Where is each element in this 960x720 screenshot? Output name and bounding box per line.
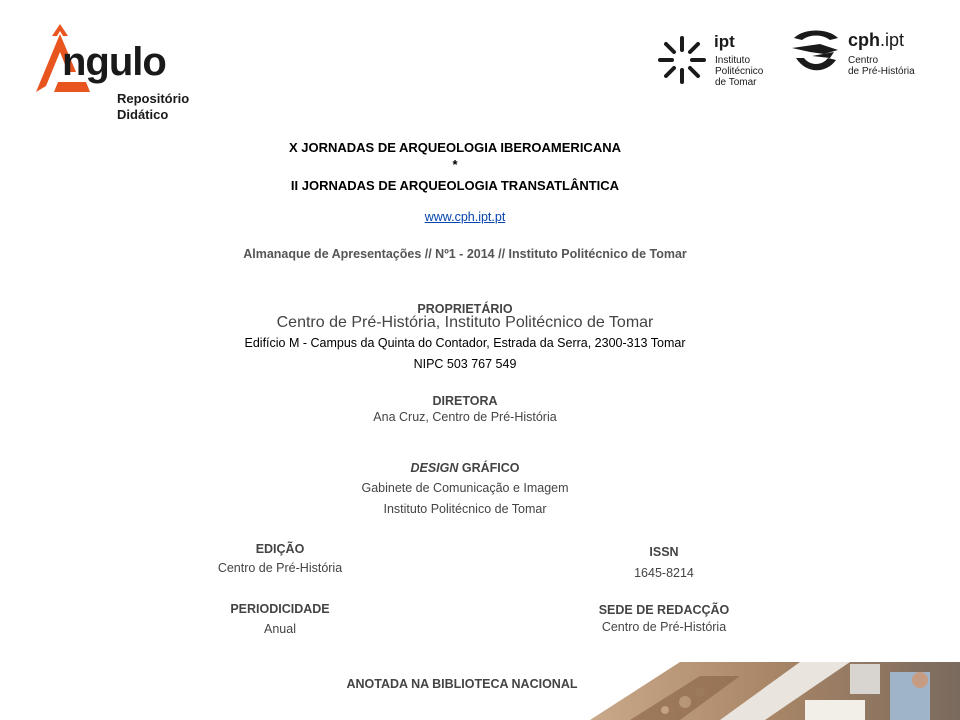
- ipt-line-3: de Tomar: [715, 77, 757, 88]
- owner-name: Centro de Pré-História, Instituto Politécnico de Tomar: [276, 314, 654, 331]
- owner-label: PROPRIETÁRIO: [417, 302, 513, 316]
- title-star: *: [452, 157, 458, 172]
- design-label: [0, 461, 930, 475]
- website-link[interactable]: www.cph.ipt.pt: [424, 210, 506, 224]
- director-value: Ana Cruz, Centro de Pré-História: [373, 410, 557, 424]
- design-label-italic: DESIGN: [410, 461, 459, 475]
- ipt-wordmark: ipt: [714, 32, 735, 51]
- owner-nipc: NIPC 503 767 549: [413, 357, 517, 371]
- owner-address: Edifício M - Campus da Quinta do Contador, Estrada da Serra, 2300-313 Tomar: [244, 336, 686, 350]
- website-link-wrap: [0, 210, 930, 224]
- design-line-1: Gabinete de Comunicação e Imagem: [361, 481, 569, 495]
- cph-line-1: Centro: [848, 55, 879, 66]
- director-label: DIRETORA: [432, 394, 498, 408]
- ipt-emblem-icon: [656, 34, 708, 86]
- design-label-rest: GRÁFICO: [458, 461, 520, 475]
- cph-wordmark-bold: cph: [848, 30, 881, 50]
- excavation-photo: [590, 662, 960, 720]
- ipt-line-2: Politécnico: [715, 66, 764, 77]
- title-line-1: X JORNADAS DE ARQUEOLOGIA IBEROAMERICANA: [288, 140, 621, 155]
- edition-value: Centro de Pré-História: [217, 561, 343, 575]
- cph-emblem-icon: [790, 28, 842, 78]
- angulo-wordmark: ngulo: [62, 40, 166, 84]
- cph-wordmark: [848, 30, 904, 51]
- cph-wordmark-rest: .ipt: [880, 30, 905, 50]
- office-label: SEDE DE REDACÇÃO: [598, 603, 730, 617]
- ipt-line-1: Instituto: [715, 55, 751, 66]
- issn-label: ISSN: [649, 545, 679, 559]
- issn-value: 1645-8214: [634, 566, 694, 580]
- title-line-2: II JORNADAS DE ARQUEOLOGIA TRANSATLÂNTICA: [290, 178, 620, 193]
- office-value: Centro de Pré-História: [601, 620, 727, 634]
- angulo-subtitle-1: Repositório: [117, 91, 190, 106]
- angulo-subtitle-2: Didático: [117, 107, 169, 122]
- periodicity-value: Anual: [264, 622, 296, 636]
- periodicity-label: PERIODICIDADE: [230, 602, 330, 616]
- design-line-2: Instituto Politécnico de Tomar: [383, 502, 547, 516]
- cph-line-2: de Pré-História: [848, 66, 915, 77]
- footer-note: ANOTADA NA BIBLIOTECA NACIONAL: [346, 677, 578, 691]
- almanac-line: Almanaque de Apresentações // Nº1 - 2014 // Instituto Politécnico de Tomar: [243, 247, 687, 261]
- edition-label: EDIÇÃO: [255, 542, 305, 556]
